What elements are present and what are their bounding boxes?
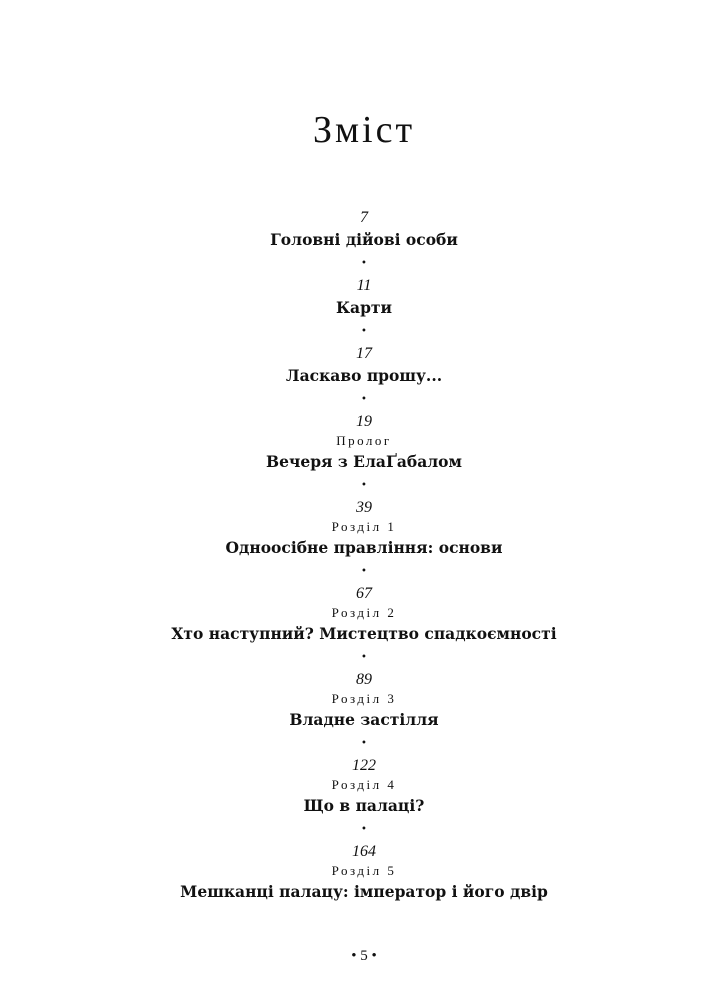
toc-separator: • [361,480,367,491]
toc-separator: • [361,824,367,835]
toc-entry-title: Вечеря з ЕлаҐабалом [266,452,462,471]
toc-entry-title: Що в палаці? [303,796,425,815]
toc-separator: • [361,394,367,405]
toc-entry [0,498,728,560]
toc-entry [0,344,728,388]
toc-separator: • [361,652,367,663]
page-title: Зміст [312,109,416,151]
toc-page-number: 19 [356,413,372,430]
toc-entry [0,412,728,474]
toc-entry-title: Головні дійові особи [270,230,458,249]
toc-section-label: Розділ 2 [331,605,397,620]
toc-entry-title: Хто наступний? Мистецтво спадкоємності [171,624,557,643]
toc-entry-title: Владне застілля [289,710,439,729]
table-of-contents [0,208,728,904]
toc-entry [0,584,728,646]
toc-entry-title: Ласкаво прошу... [285,366,443,385]
toc-entry-title: Одноосібне правління: основи [225,538,503,557]
toc-page-number: 67 [356,585,372,602]
toc-page-number: 7 [360,209,368,226]
toc-page-number: 89 [356,671,372,688]
toc-separator: • [361,738,367,749]
toc-section-label: Пролог [336,433,392,448]
toc-separator: • [361,566,367,577]
toc-section-label: Розділ 4 [331,777,397,792]
toc-entry [0,208,728,252]
page-folio: • 5 • [351,948,377,964]
toc-entry [0,756,728,818]
toc-separator: • [361,258,367,269]
toc-entry [0,842,728,904]
toc-separator: • [361,326,367,337]
toc-entry-title: Карти [335,298,393,317]
toc-entry [0,276,728,320]
toc-entry [0,670,728,732]
toc-page-number: 122 [352,757,376,774]
toc-section-label: Розділ 5 [331,863,397,878]
toc-section-label: Розділ 3 [331,691,397,706]
toc-page-number: 17 [356,345,372,362]
toc-page-number: 11 [356,277,372,294]
toc-entry-title: Мешканці палацу: імператор і його двір [180,882,548,901]
toc-page-number: 39 [356,499,372,516]
toc-page-number: 164 [352,843,376,860]
toc-section-label: Розділ 1 [331,519,397,534]
